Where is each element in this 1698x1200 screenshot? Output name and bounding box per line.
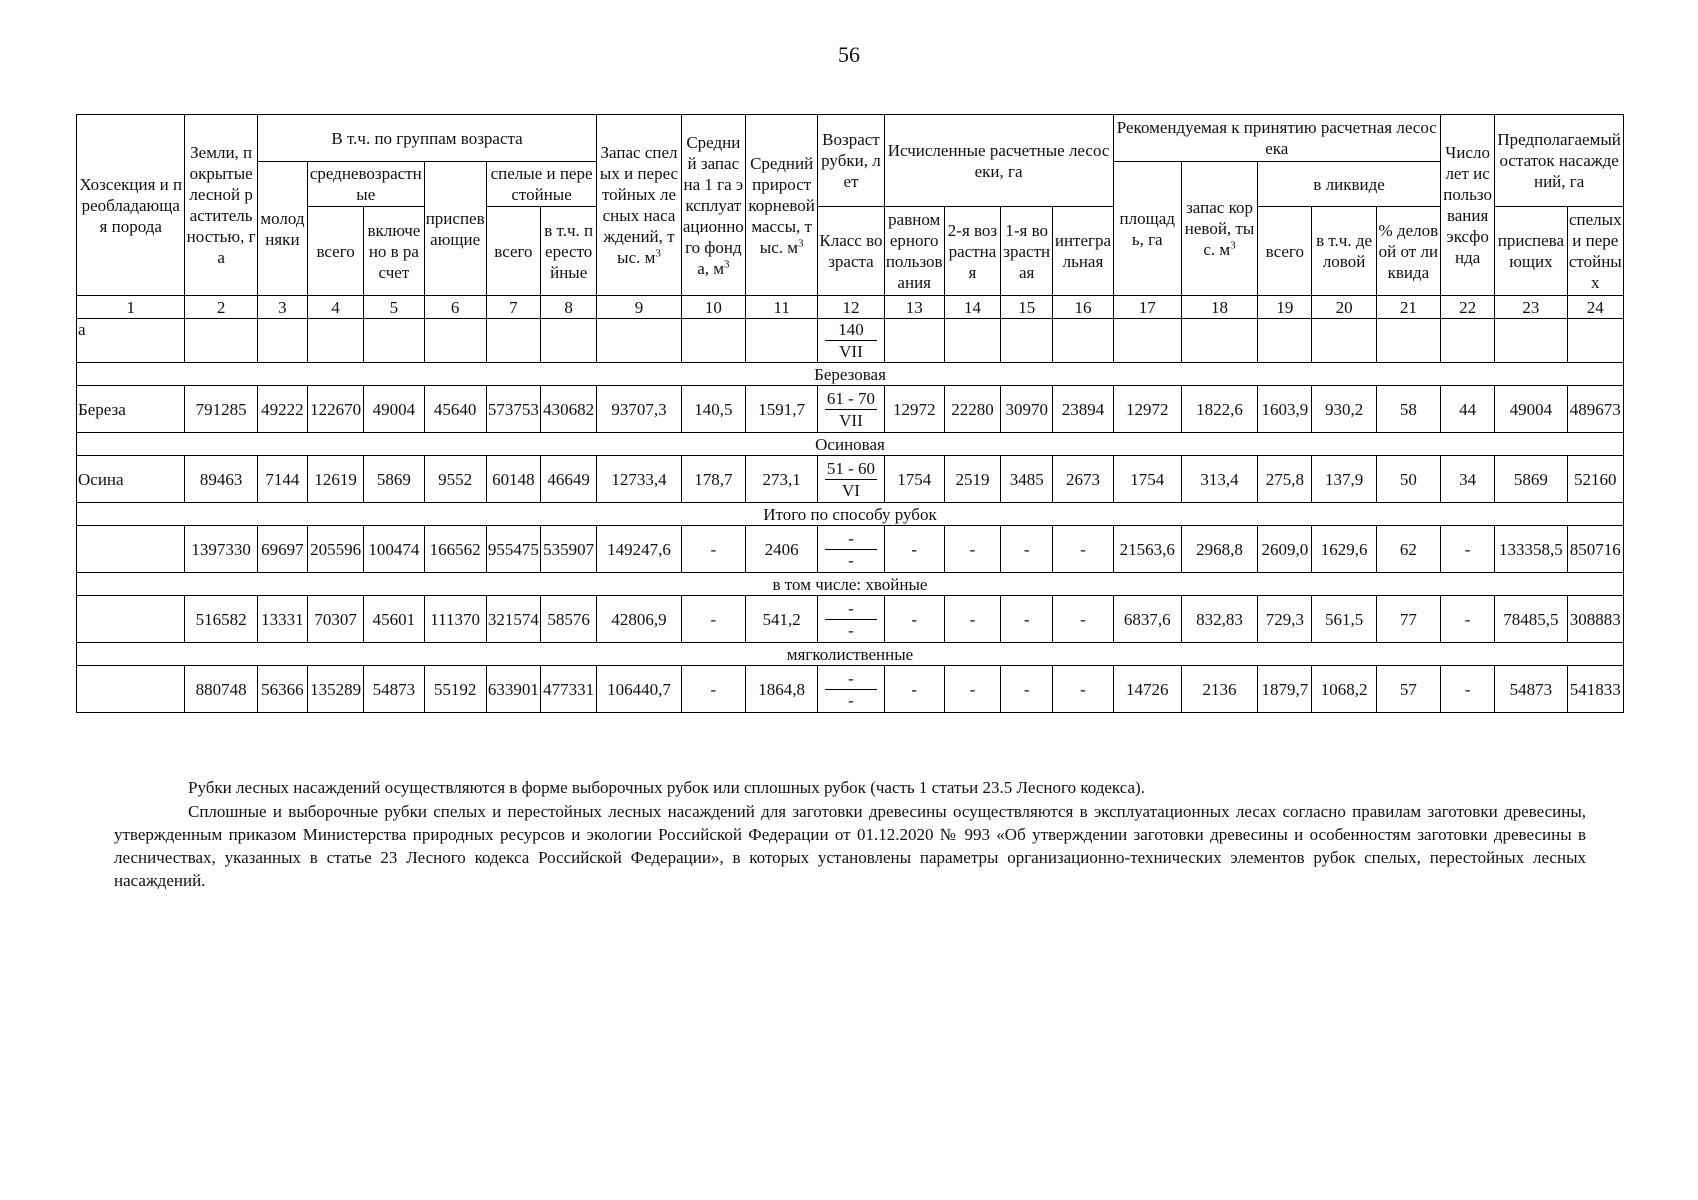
table-cell-c15: - (1001, 666, 1053, 713)
column-number: 17 (1113, 296, 1181, 319)
section-title: Осиновая (77, 433, 1624, 456)
table-cell-c12: - - (818, 596, 884, 643)
table-cell-c5: 45601 (364, 596, 424, 643)
column-number: 12 (818, 296, 884, 319)
column-number: 18 (1181, 296, 1257, 319)
column-number: 15 (1001, 296, 1053, 319)
table-cell-c1 (77, 596, 185, 643)
column-number: 23 (1495, 296, 1567, 319)
table-cell-c6: 55192 (424, 666, 486, 713)
table-cell-c16: - (1053, 596, 1113, 643)
section-title: Березовая (77, 363, 1624, 386)
table-cell-c19: 1603,9 (1258, 386, 1312, 433)
table-cell-c5: 49004 (364, 386, 424, 433)
header-ripe: спелые и перестойные (486, 162, 597, 207)
table-cell-c16: - (1053, 526, 1113, 573)
section-title-row (77, 363, 1624, 386)
header-covered-lands: Земли, покрытые лесной растительностью, га (185, 115, 257, 296)
table-cell-c23: 78485,5 (1495, 596, 1567, 643)
table-cell-c9: 12733,4 (597, 456, 681, 503)
table-cell-c13: - (884, 596, 944, 643)
table-cell-c24: 850716 (1567, 526, 1623, 573)
table-cell-c17: 12972 (1113, 386, 1181, 433)
table-cell-c14: - (944, 666, 1000, 713)
table-cell-c22: - (1441, 526, 1495, 573)
table-cell-c5: 5869 (364, 456, 424, 503)
forest-cutting-table (76, 114, 1624, 713)
table-row (77, 456, 1624, 503)
table-cell-c23: 133358,5 (1495, 526, 1567, 573)
header-business-percent: % деловой от ликвида (1376, 207, 1440, 296)
column-number: 14 (944, 296, 1000, 319)
table-cell-c5: 100474 (364, 526, 424, 573)
intro-row (77, 319, 1624, 363)
table-cell-c23: 54873 (1495, 666, 1567, 713)
section-title: Итого по способу рубок (77, 503, 1624, 526)
header-avg-growth: Средний прирост корневой массы, тыс. $м^3$ (745, 115, 817, 296)
table-cell-c9: 42806,9 (597, 596, 681, 643)
column-number: 8 (541, 296, 597, 319)
table-cell-c6: 9552 (424, 456, 486, 503)
table-cell-c17: 21563,6 (1113, 526, 1181, 573)
column-number: 20 (1312, 296, 1376, 319)
column-number: 2 (185, 296, 257, 319)
table-cell-c17: 1754 (1113, 456, 1181, 503)
intro-label: а (77, 319, 185, 363)
header-mid-total: всего (308, 207, 364, 296)
table-cell-c15: 3485 (1001, 456, 1053, 503)
header-area: площадь, га (1113, 162, 1181, 296)
header-remaining: Предполагаемый остаток насаждений, га (1495, 115, 1624, 207)
table-cell-c8: 535907 (541, 526, 597, 573)
table-cell-c4: 12619 (308, 456, 364, 503)
header-avg-stock: Средний запас на 1 га эксплуатационного фонда, $м^3$ (681, 115, 745, 296)
table-cell-c2: 516582 (185, 596, 257, 643)
table-cell-c2: 880748 (185, 666, 257, 713)
table-cell-c21: 62 (1376, 526, 1440, 573)
table-cell-c18: 832,83 (1181, 596, 1257, 643)
header-in-liquid: в ликвиде (1258, 162, 1441, 207)
table-cell-c4: 205596 (308, 526, 364, 573)
table-cell-c13: - (884, 526, 944, 573)
table-cell-c13: 1754 (884, 456, 944, 503)
header-second-age: 2-я возрастная (944, 207, 1000, 296)
table-cell-c16: - (1053, 666, 1113, 713)
column-number: 16 (1053, 296, 1113, 319)
column-number: 3 (257, 296, 307, 319)
table-cell-c19: 1879,7 (1258, 666, 1312, 713)
table-cell-c12: 51 - 60 VI (818, 456, 884, 503)
table-cell-c20: 1068,2 (1312, 666, 1376, 713)
table-cell-c19: 729,3 (1258, 596, 1312, 643)
table-cell-c7: 573753 (486, 386, 540, 433)
header-first-age: 1-я возрастная (1001, 207, 1053, 296)
table-row (77, 666, 1624, 713)
header-calculated-cuttings: Исчисленные расчетные лесосеки, га (884, 115, 1113, 207)
table-cell-c17: 6837,6 (1113, 596, 1181, 643)
table-cell-c10: 178,7 (681, 456, 745, 503)
header-hozsection: Хозсекция и преобладающая порода (77, 115, 185, 296)
table-cell-c3: 69697 (257, 526, 307, 573)
column-number: 1 (77, 296, 185, 319)
table-cell-c8: 477331 (541, 666, 597, 713)
table-cell-c6: 45640 (424, 386, 486, 433)
column-number: 10 (681, 296, 745, 319)
section-title-row (77, 643, 1624, 666)
table-cell-c15: - (1001, 596, 1053, 643)
header-age-class: Класс возраста (818, 207, 884, 296)
table-cell-c4: 122670 (308, 386, 364, 433)
column-number: 5 (364, 296, 424, 319)
header-young: молодняки (257, 162, 307, 296)
header-mid-included: включено в расчет (364, 207, 424, 296)
table-cell-c7: 321574 (486, 596, 540, 643)
table-cell-c21: 77 (1376, 596, 1440, 643)
table-cell-c10: 140,5 (681, 386, 745, 433)
section-title: мягколиственные (77, 643, 1624, 666)
header-uniform-use: равномерного пользования (884, 207, 944, 296)
table-cell-c4: 70307 (308, 596, 364, 643)
table-cell-c14: - (944, 526, 1000, 573)
table-cell-c9: 149247,6 (597, 526, 681, 573)
table-cell-c3: 7144 (257, 456, 307, 503)
intro-age-class: 140 VII (818, 319, 884, 363)
header-remaining-pre-ripe: приспевающих (1495, 207, 1567, 296)
header-recommended-cutting: Рекомендуемая к принятию расчетная лесосека (1113, 115, 1440, 162)
column-number: 13 (884, 296, 944, 319)
table-cell-c4: 135289 (308, 666, 364, 713)
table-cell-c24: 308883 (1567, 596, 1623, 643)
header-years-use: Число лет использования эксфонда (1441, 115, 1495, 296)
table-cell-c9: 93707,3 (597, 386, 681, 433)
table-cell-c12: - - (818, 666, 884, 713)
table-cell-c24: 541833 (1567, 666, 1623, 713)
table-cell-c22: - (1441, 596, 1495, 643)
header-row-1 (77, 115, 1624, 162)
table-cell-c2: 791285 (185, 386, 257, 433)
header-stock-ripe: Запас спелых и перестойных лесных насаждений, тыс. $м^3$ (597, 115, 681, 296)
table-cell-c1: Осина (77, 456, 185, 503)
table-cell-c15: 30970 (1001, 386, 1053, 433)
header-remaining-ripe: спелых и перестойных (1567, 207, 1623, 296)
header-liquid-total: всего (1258, 207, 1312, 296)
header-ripe-total: всего (486, 207, 540, 296)
table-cell-c8: 58576 (541, 596, 597, 643)
header-age-groups: В т.ч. по группам возраста (257, 115, 597, 162)
header-ripe-overmature: в т.ч. перестойные (541, 207, 597, 296)
table-row (77, 526, 1624, 573)
table-cell-c20: 1629,6 (1312, 526, 1376, 573)
column-number: 21 (1376, 296, 1440, 319)
table-cell-c20: 930,2 (1312, 386, 1376, 433)
note-paragraph-1: Рубки лесных насаждений осуществляются в форме выборочных рубок или сплошных рубок (часть 1 статьи 23.5 Лесного кодекса). (188, 778, 1145, 797)
table-cell-c9: 106440,7 (597, 666, 681, 713)
column-number: 6 (424, 296, 486, 319)
table-cell-c22: 34 (1441, 456, 1495, 503)
table-sections (77, 363, 1624, 713)
table-cell-c15: - (1001, 526, 1053, 573)
table-cell-c2: 1397330 (185, 526, 257, 573)
table-cell-c21: 50 (1376, 456, 1440, 503)
table-cell-c17: 14726 (1113, 666, 1181, 713)
table-cell-c11: 273,1 (745, 456, 817, 503)
header-middle-aged: средневозрастные (308, 162, 425, 207)
header-liquid-business: в т.ч. деловой (1312, 207, 1376, 296)
table-cell-c3: 56366 (257, 666, 307, 713)
table-cell-c19: 2609,0 (1258, 526, 1312, 573)
table-cell-c11: 1591,7 (745, 386, 817, 433)
table-cell-c10: - (681, 666, 745, 713)
table-cell-c18: 1822,6 (1181, 386, 1257, 433)
header-integral: интегральная (1053, 207, 1113, 296)
section-title-row (77, 503, 1624, 526)
table-cell-c11: 541,2 (745, 596, 817, 643)
header-root-stock: запас корневой, тыс. $м^3$ (1181, 162, 1257, 296)
table-cell-c13: - (884, 666, 944, 713)
section-title-row (77, 573, 1624, 596)
table-cell-c20: 137,9 (1312, 456, 1376, 503)
table-cell-c7: 633901 (486, 666, 540, 713)
table-cell-c5: 54873 (364, 666, 424, 713)
table-cell-c3: 49222 (257, 386, 307, 433)
table-cell-c8: 430682 (541, 386, 597, 433)
table-cell-c10: - (681, 596, 745, 643)
table-cell-c3: 13331 (257, 596, 307, 643)
table-cell-c10: - (681, 526, 745, 573)
column-number: 24 (1567, 296, 1623, 319)
table-cell-c20: 561,5 (1312, 596, 1376, 643)
table-cell-c13: 12972 (884, 386, 944, 433)
table-cell-c16: 2673 (1053, 456, 1113, 503)
column-number: 7 (486, 296, 540, 319)
section-title: в том числе: хвойные (77, 573, 1624, 596)
table-cell-c12: - - (818, 526, 884, 573)
column-number: 22 (1441, 296, 1495, 319)
table-cell-c7: 955475 (486, 526, 540, 573)
table-cell-c1 (77, 666, 185, 713)
table-cell-c8: 46649 (541, 456, 597, 503)
table-cell-c1: Береза (77, 386, 185, 433)
column-number: 9 (597, 296, 681, 319)
table-row (77, 596, 1624, 643)
table-cell-c23: 5869 (1495, 456, 1567, 503)
page-number: 56 (838, 42, 860, 67)
table-cell-c12: 61 - 70 VII (818, 386, 884, 433)
table-cell-c16: 23894 (1053, 386, 1113, 433)
table-cell-c7: 60148 (486, 456, 540, 503)
table-cell-c14: 2519 (944, 456, 1000, 503)
table-cell-c23: 49004 (1495, 386, 1567, 433)
table-cell-c2: 89463 (185, 456, 257, 503)
table-cell-c14: 22280 (944, 386, 1000, 433)
table-cell-c11: 1864,8 (745, 666, 817, 713)
column-numbers-row (77, 296, 1624, 319)
table-cell-c18: 2968,8 (1181, 526, 1257, 573)
table-cell-c18: 313,4 (1181, 456, 1257, 503)
table-cell-c21: 57 (1376, 666, 1440, 713)
table-cell-c18: 2136 (1181, 666, 1257, 713)
table-cell-c24: 52160 (1567, 456, 1623, 503)
column-number: 19 (1258, 296, 1312, 319)
table-cell-c6: 111370 (424, 596, 486, 643)
note-paragraph-2: Сплошные и выборочные рубки спелых и перестойных лесных насаждений для заготовки древесины осуществляются в эксплуатационных лесах согласно правилам заготовки древесины, утвержденным приказом Министерства природных ресурсов и экологии Российской Федерации от 01.12.2020 № 993 «Об утверждении заготовки древесины и особенностям заготовки древесины в лесничествах, указанных в статье 23 Лесного кодекса Российской Федерации», в которых установлены параметры организационно-технических элементов рубок спелых, перестойных лесных насаждений. (114, 802, 1586, 890)
section-title-row (77, 433, 1624, 456)
table-cell-c22: 44 (1441, 386, 1495, 433)
table-cell-c11: 2406 (745, 526, 817, 573)
table-cell-c1 (77, 526, 185, 573)
table-cell-c24: 489673 (1567, 386, 1623, 433)
table-row (77, 386, 1624, 433)
column-number: 4 (308, 296, 364, 319)
header-pre-ripe: приспевающие (424, 162, 486, 296)
table-cell-c6: 166562 (424, 526, 486, 573)
table-cell-c14: - (944, 596, 1000, 643)
table-cell-c19: 275,8 (1258, 456, 1312, 503)
table-cell-c21: 58 (1376, 386, 1440, 433)
header-cutting-age: Возраст рубки, лет (818, 115, 884, 207)
column-number: 11 (745, 296, 817, 319)
table-cell-c22: - (1441, 666, 1495, 713)
